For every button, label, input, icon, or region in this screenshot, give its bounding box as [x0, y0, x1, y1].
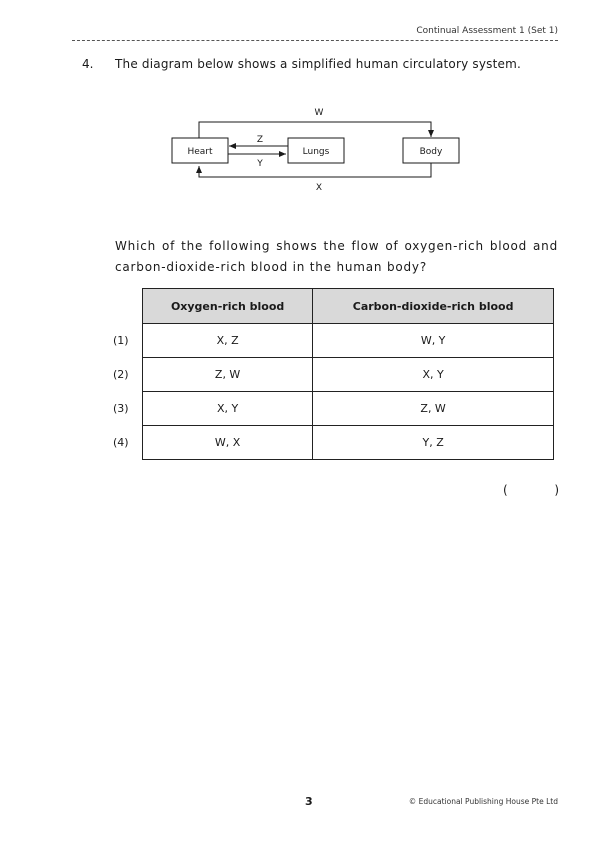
cell-co2: Y, Z [313, 426, 554, 460]
question-text: Which of the following shows the flow of oxygen-rich blood and carbon-dioxide-rich blood in the human body? [115, 239, 558, 274]
question-intro: The diagram below shows a simplified human circulatory system. [115, 57, 521, 71]
circulatory-diagram [0, 0, 600, 220]
label-w: W [314, 108, 324, 118]
cell-oxygen: X, Y [143, 392, 313, 426]
header-co2: Carbon-dioxide-rich blood [313, 289, 554, 324]
copyright: © Educational Publishing House Pte Ltd [408, 797, 558, 806]
header-title: Continual Assessment 1 (Set 1) [416, 26, 558, 36]
question-number: 4. [82, 57, 94, 71]
lungs-label: Lungs [302, 147, 330, 157]
option-label-2: (2) [113, 368, 129, 381]
header-oxygen: Oxygen-rich blood [143, 289, 313, 324]
label-y: Y [257, 159, 263, 169]
arrow-x [199, 163, 431, 177]
label-x: X [315, 183, 323, 193]
answer-open-bracket: ( [503, 483, 508, 497]
heart-label: Heart [187, 147, 213, 157]
cell-co2: W, Y [313, 324, 554, 358]
cell-co2: X, Y [313, 358, 554, 392]
cell-oxygen: X, Z [143, 324, 313, 358]
answer-close-bracket: ) [554, 483, 559, 497]
arrow-w [199, 122, 431, 138]
table-row [143, 358, 554, 392]
cell-oxygen: Z, W [143, 358, 313, 392]
table-header-row [143, 289, 554, 324]
table-row [143, 392, 554, 426]
body-label: Body [419, 147, 443, 157]
table-row [143, 324, 554, 358]
option-label-3: (3) [113, 402, 129, 415]
table-row [143, 426, 554, 460]
cell-co2: Z, W [313, 392, 554, 426]
label-z: Z [256, 135, 264, 145]
option-label-1: (1) [113, 334, 129, 347]
page-number: 3 [305, 795, 313, 808]
answer-box[interactable] [503, 483, 559, 497]
options-table [142, 288, 554, 460]
cell-oxygen: W, X [143, 426, 313, 460]
option-label-4: (4) [113, 436, 129, 449]
